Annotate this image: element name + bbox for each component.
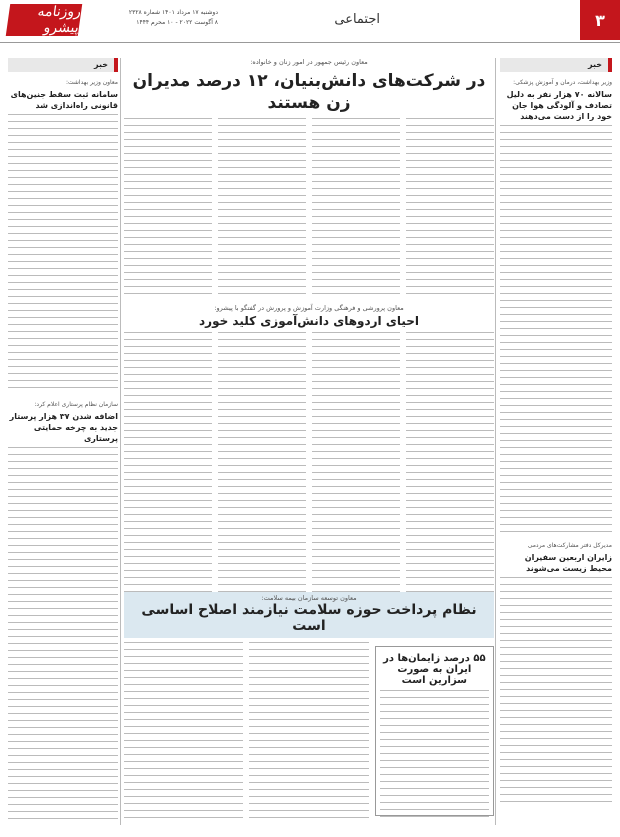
text-column [124, 642, 243, 822]
text-column [406, 118, 494, 298]
text-column [124, 118, 212, 298]
right-second-headline: زایران اربعین سفیران محیط زیست می‌شوند [524, 553, 612, 573]
left-second-kicker: سازمان نظام پرستاری اعلام کرد: [34, 401, 118, 408]
right-column [500, 58, 612, 825]
left-second-headline: اضافه شدن ۳۷ هزار پرستار جدید به چرخه حمایتی پرستاری [9, 412, 118, 443]
band-kicker: معاون توسعه سازمان بیمه سلامت: [261, 594, 357, 602]
top-story-columns [124, 118, 494, 298]
text-column [218, 118, 306, 298]
right-kicker: وزیر بهداشت، درمان و آموزش پزشکی: [513, 79, 612, 86]
left-headline: سامانه ثبت سقط جنین‌های قانونی راه‌اندازی شد [10, 90, 118, 110]
newspaper-logo: روزنامه پیشرو [6, 4, 82, 36]
box-body-text [380, 690, 489, 820]
right-second-kicker: مدیرکل دفتر مشارکت‌های مردمی [527, 542, 612, 549]
top-headline: در شرکت‌های دانش‌بنیان، ۱۲ درصد مدیران زن هستند [132, 71, 486, 113]
right-headline: سالانه ۷۰ هزار نفر به دلیل تصادف و آلودگی هوا جان خود را از دست می‌دهند [506, 90, 612, 121]
text-column [406, 332, 494, 592]
band-headline: نظام پرداخت حوزه سلامت نیازمند اصلاح اساسی است [141, 602, 477, 634]
column-divider-left [120, 58, 121, 825]
left-news-label: خبر [8, 58, 118, 72]
box-column [375, 642, 494, 822]
dateline-gregorian: ۸ آگوست ۲۰۲۲ - ۱۰ محرم ۱۴۴۴ [136, 19, 218, 26]
text-column [249, 642, 368, 822]
page-number: ۳ [580, 0, 620, 40]
text-column [312, 118, 400, 298]
text-column [124, 332, 212, 592]
right-second-body-text [500, 577, 612, 807]
header-divider [0, 42, 620, 43]
right-news-label: خبر [500, 58, 612, 72]
dateline-persian: دوشنبه ۱۷ مرداد ۱۴۰۱ شماره ۲۳۲۸ [128, 9, 218, 16]
mid-kicker: معاون پرورشی و فرهنگی وزارت آموزش و پرورش در گفتگو با پیشرو: [214, 304, 404, 312]
mid-headline: احیای اردوهای دانش‌آموزی کلید خورد [199, 314, 419, 328]
text-column [312, 332, 400, 592]
box-headline: ۵۵ درصد زایمان‌ها در ایران به صورت سزارین است [383, 653, 486, 686]
right-body-text [500, 125, 612, 535]
dateline [88, 8, 218, 28]
health-band [124, 592, 494, 638]
column-divider-right [495, 58, 496, 825]
left-kicker: معاون وزیر بهداشت: [65, 79, 118, 86]
left-body-text [8, 114, 118, 394]
main-area [124, 58, 494, 825]
mid-story-columns [124, 332, 494, 592]
page-header [0, 0, 620, 42]
caesarean-box [375, 646, 494, 816]
top-kicker: معاون رئیس جمهور در امور زنان و خانواده: [250, 58, 368, 66]
text-column [218, 332, 306, 592]
left-column [8, 58, 118, 825]
left-second-body-text [8, 447, 118, 825]
section-title: اجتماعی [334, 12, 380, 27]
bottom-story-columns [124, 642, 494, 822]
